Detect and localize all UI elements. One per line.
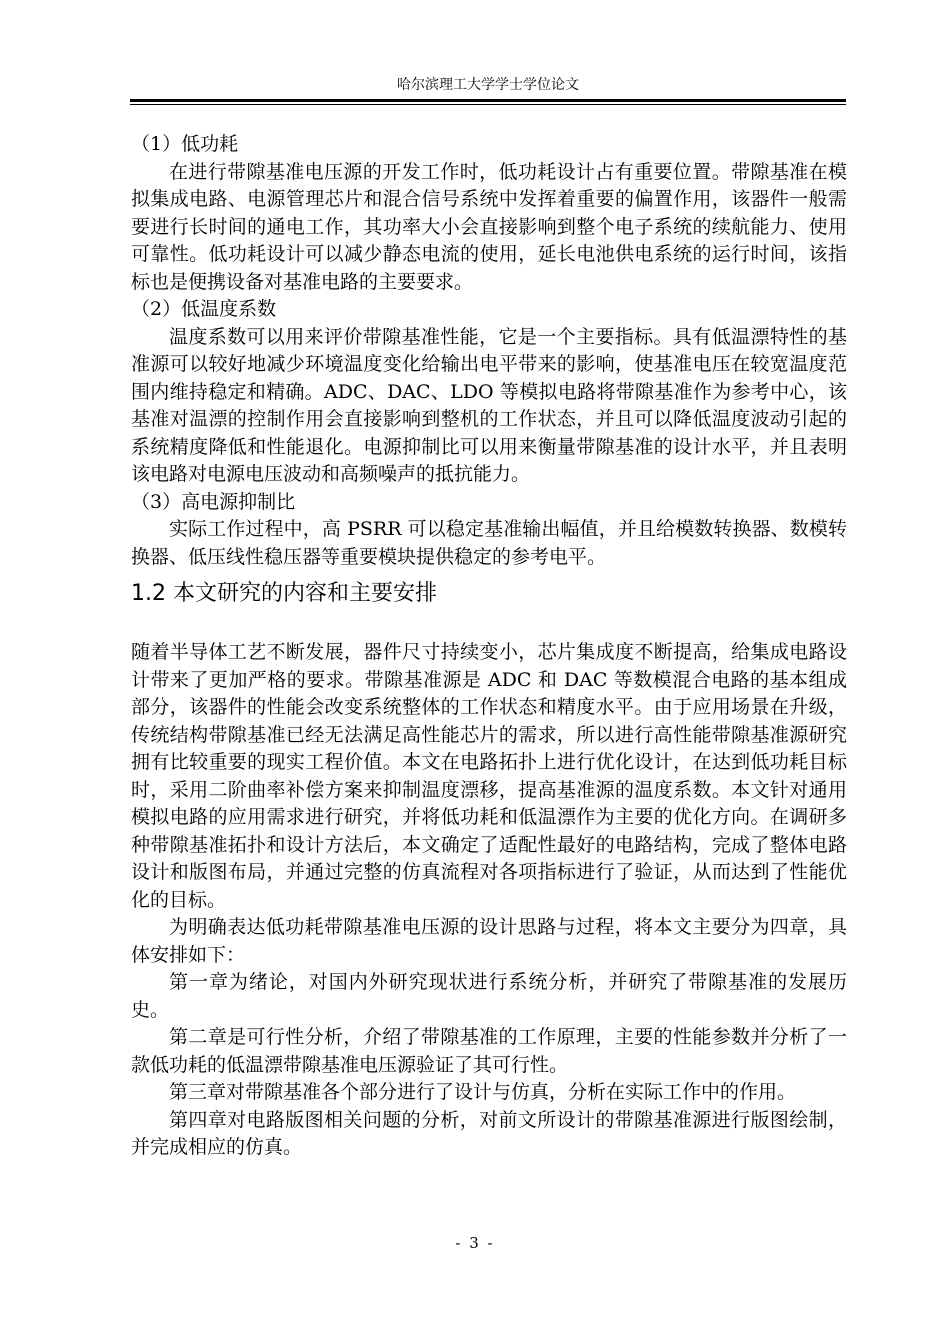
page-header-title: 哈尔滨理工大学学士学位论文 [397,77,579,93]
paragraph-low-power: 在进行带隙基准电压源的开发工作时，低功耗设计占有重要位置。带隙基准在模拟集成电路、电源管理芯片和混合信号系统中发挥着重要的偏置作用，该器件一般需要进行长时间的通电工作，其功率大小会直接影响到整个电子系统的续航能力、使用可靠性。低功耗设计可以减少静态电流的使用，延长电池供电系统的运行时间，该指标也是便携设备对基准电路的主要要求。 [131,160,847,293]
section-heading-1-2: 1.2 本文研究的内容和主要安排 [131,581,437,606]
paragraph-arrangement-intro: 为明确表达低功耗带隙基准电压源的设计思路与过程，将本文主要分为四章，具体安排如下： [131,916,847,966]
header-rule-thin [130,104,846,105]
subheading-low-temp-coefficient: （2）低温度系数 [131,298,277,320]
subheading-high-psrr: （3）高电源抑制比 [131,490,296,513]
paragraph-research-content: 随着半导体工艺不断发展，器件尺寸持续变小，芯片集成度不断提高，给集成电路设计带来了更加严格的要求。带隙基准源是 ADC 和 DAC 等数模混合电路的基本组成部分，该器件的性能会改变系统整体的工作状态和精度水平。由于应用场景在升级，传统结构带隙基准已经无法满足高性能芯片的需求，所以进行高性能带隙基准源研究拥有比较重要的现实工程价值。本文在电路拓扑上进行优化设计，在达到低功耗目标时，采用二阶曲率补偿方案来抑制温度漂移，提高基准源的温度系数。本文针对通用模拟电路的应用需求进行研究，并将低功耗和低温漂作为主要的优化方向。在调研多种带隙基准拓扑和设计方法后，本文确定了适配性最好的电路结构，完成了整体电路设计和版图布局，并通过完整的仿真流程对各项指标进行了验证，从而达到了性能优化的目标。 [131,641,847,911]
paragraph-chapter-1: 第一章为绪论，对国内外研究现状进行系统分析，并研究了带隙基准的发展历史。 [131,971,847,1021]
page-body [131,131,847,1162]
paragraph-low-temp-coefficient: 温度系数可以用来评价带隙基准性能，它是一个主要指标。具有低温漂特性的基准源可以较好地减少环境温度变化给输出电平带来的影响，使基准电压在较宽温度范围内维持稳定和精确。ADC、DAC、LDO 等模拟电路将带隙基准作为参考中心，该基准对温漂的控制作用会直接影响到整机的工作状态，并且可以降低温度波动引起的系统精度降低和性能退化。电源抑制比可以用来衡量带隙基准的设计水平，并且表明该电路对电源电压波动和高频噪声的抵抗能力。 [131,325,847,485]
page-number: - 3 - [455,1234,495,1252]
paragraph-high-psrr: 实际工作过程中，高 PSRR 可以稳定基准输出幅值，并且给模数转换器、数模转换器、低压线性稳压器等重要模块提供稳定的参考电平。 [131,518,847,568]
paragraph-chapter-3: 第三章对带隙基准各个部分进行了设计与仿真，分析在实际工作中的作用。 [169,1081,797,1103]
paragraph-chapter-4: 第四章对电路版图相关问题的分析，对前文所设计的带隙基准源进行版图绘制，并完成相应的仿真。 [131,1108,847,1158]
subheading-low-power: （1）低功耗 [131,133,239,155]
paragraph-chapter-2: 第二章是可行性分析，介绍了带隙基准的工作原理，主要的性能参数并分析了一款低功耗的低温漂带隙基准电压源验证了其可行性。 [131,1026,847,1076]
header-rule-thick [130,99,846,102]
